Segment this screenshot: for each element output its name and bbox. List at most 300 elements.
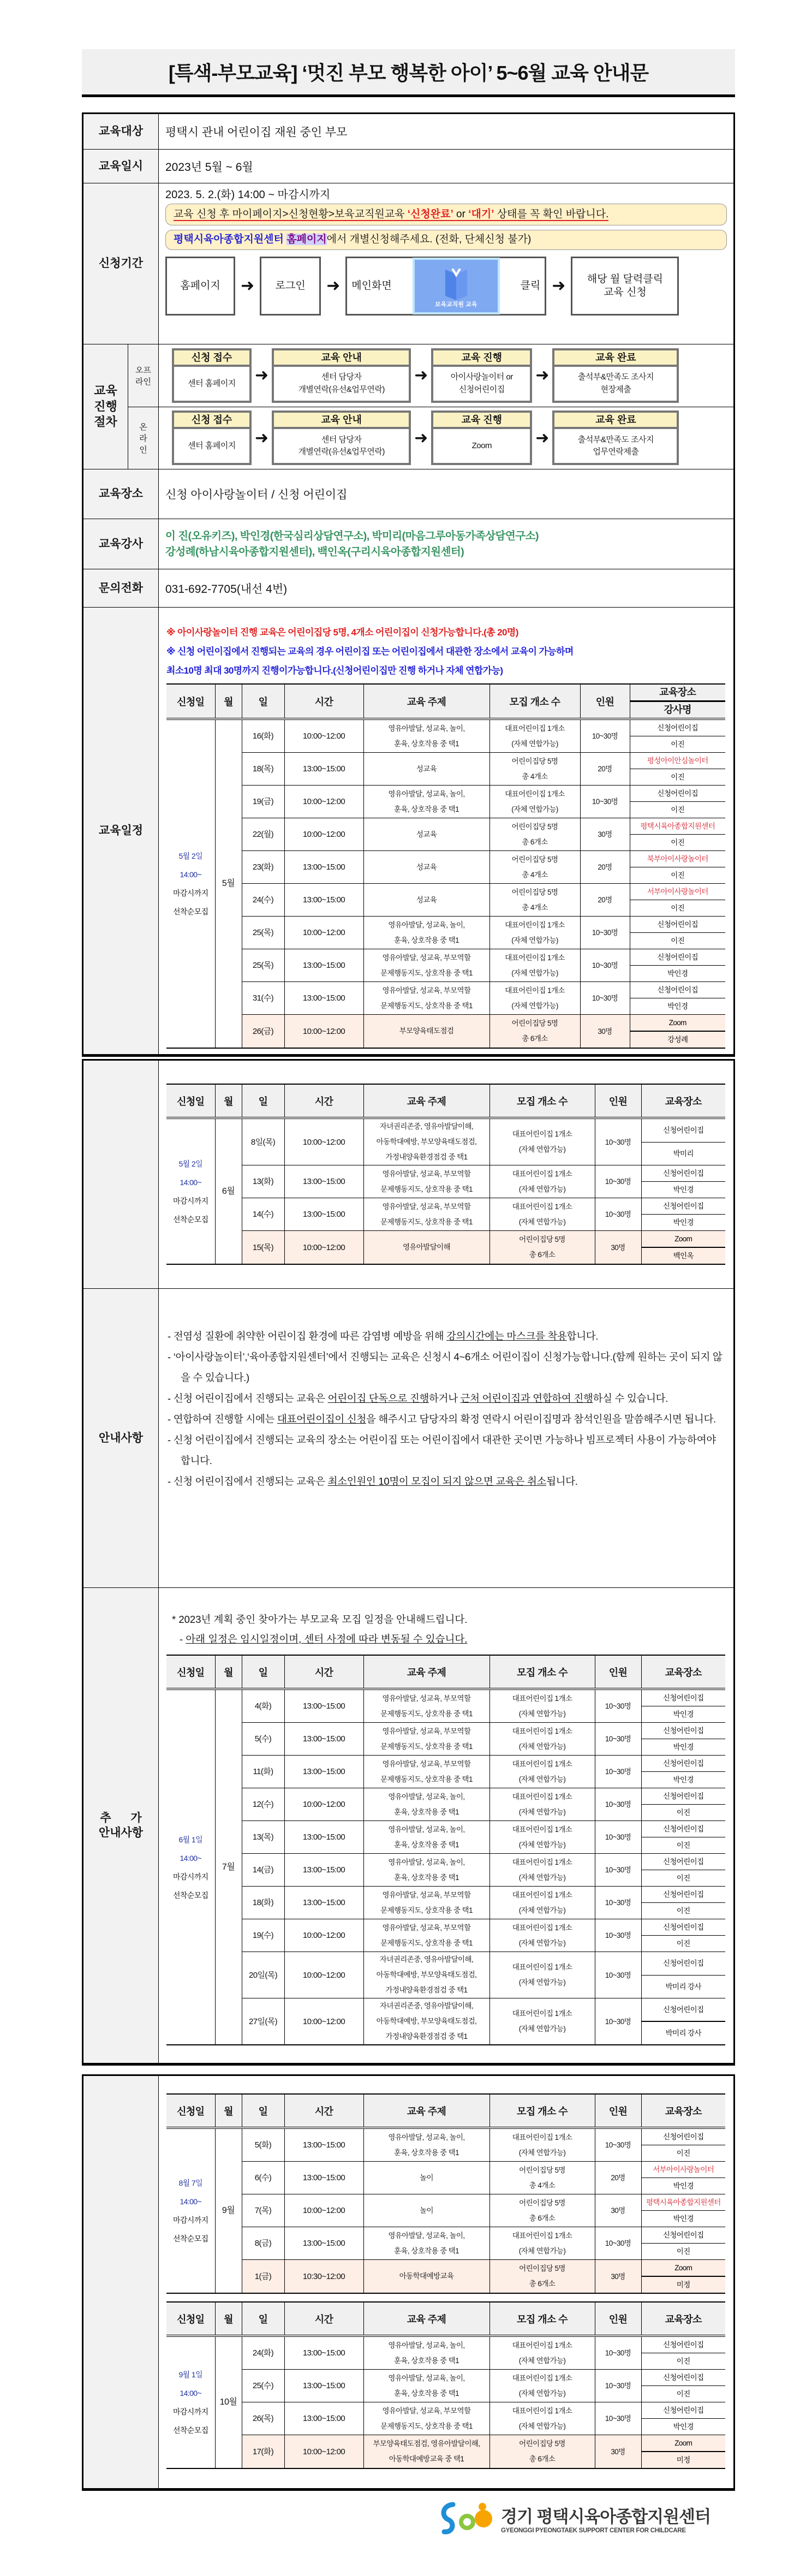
apply-date-line: 마감시까지 — [172, 889, 208, 897]
schedule-fall-row — [83, 2076, 733, 2488]
people-cell: 10~30명 — [595, 2402, 641, 2435]
recruit-line: 대표어린이집 1개소 — [512, 1792, 572, 1801]
process-step-line: 개별연락(유선&업무연락) — [298, 447, 385, 457]
recruit-line: 대표어린이집 1개소 — [512, 2373, 572, 2382]
additional-line1: * 2023년 계획 중인 찾아가는 부모교육 모집 일정을 안내해드립니다. — [172, 1614, 468, 1625]
time-cell: 10:00~12:00 — [284, 1118, 363, 1165]
phone-value: 031-692-7705(내선 4번) — [165, 582, 288, 596]
day-cell: 7(목) — [242, 2194, 284, 2227]
instructor-cell: 박인경 — [641, 2419, 725, 2435]
topic-line: 훈육, 상호작용 중 택1 — [393, 2148, 459, 2157]
day-cell: 18(목) — [242, 753, 284, 786]
topic-line: 문제행동지도, 상호작용 중 택1 — [380, 1742, 473, 1751]
recruit-cell — [489, 982, 580, 1015]
topic-line: 영유아발달, 성교육, 놀이, — [388, 724, 465, 733]
topic-line: 영유아발달, 성교육, 놀이, — [388, 1792, 465, 1801]
process-step-body — [433, 429, 530, 463]
online-label: 온라인 — [139, 422, 147, 455]
info-table — [82, 112, 735, 1057]
apply-date-line: 선착순모집 — [172, 1215, 208, 1224]
flow-step-main — [345, 257, 546, 316]
topic-cell — [363, 1756, 489, 1788]
recruit-line: (자체 연합가능) — [518, 2422, 566, 2430]
note-text: 에서 개별신청해주세요. (전화, 단체신청 불가) — [326, 234, 532, 246]
instructor-cell: 박인경 — [641, 2178, 725, 2194]
people-cell: 20명 — [580, 753, 630, 786]
day-cell: 23(화) — [242, 851, 284, 884]
notice-emphasis: 강의시간에는 마스크를 착용 — [446, 1330, 567, 1342]
table-row — [166, 719, 725, 736]
process-step-line: 출석부&만족도 조사지 — [577, 435, 654, 444]
table-row — [166, 2194, 725, 2211]
table-row — [166, 917, 725, 933]
people-cell: 10~30명 — [595, 1198, 641, 1231]
table-row — [166, 1198, 725, 1215]
notice-emphasis: 대표어린이집이 신청 — [277, 1413, 366, 1425]
day-cell: 12(수) — [242, 1788, 284, 1821]
target-label: 교육대상 — [83, 114, 159, 149]
time-cell: 13:00~15:00 — [284, 2402, 363, 2435]
header-topic: 교육 주제 — [363, 684, 489, 719]
day-cell: 20일(목) — [242, 1952, 284, 1998]
process-step-body — [554, 367, 677, 401]
table-row — [166, 1919, 725, 1936]
topic-cell — [363, 1198, 489, 1231]
arrow-right-icon: ➜ — [255, 366, 269, 385]
recruit-line: (자체 연합가능) — [518, 1807, 566, 1816]
topic-line: 영유아발달, 성교육, 부모역할 — [382, 2406, 471, 2415]
topic-line: 영유아발달, 성교육, 놀이, — [388, 2373, 465, 2382]
people-cell: 10~30명 — [580, 982, 630, 1015]
table-row — [166, 1952, 725, 1976]
schedule-box-3 — [82, 2074, 735, 2491]
recruit-line: 대표어린이집 1개소 — [512, 2406, 572, 2415]
people-cell: 10~30명 — [580, 917, 630, 949]
notice-item — [165, 1347, 729, 1388]
place-cell: 신청어린이집 — [641, 2336, 725, 2353]
apply-date-line: 14:00~ — [180, 1177, 202, 1187]
instructor-cell: 이진 — [641, 2353, 725, 2370]
process-step-line: 업무연락제출 — [593, 447, 639, 457]
recruit-cell — [489, 1165, 595, 1198]
recruit-line: 총 6개소 — [529, 2280, 556, 2288]
header-day: 일 — [242, 2302, 284, 2336]
recruit-line: 어린이집당 5명 — [511, 855, 558, 864]
schedule-table — [166, 1655, 725, 2045]
recruit-line: (자체 연합가능) — [511, 739, 558, 748]
schedule-table-september — [166, 2093, 733, 2294]
header-apply-date: 신청일 — [166, 1084, 215, 1118]
header-recruit: 모집 개소 수 — [489, 684, 580, 719]
topic-line: 영유아발달, 성교육, 부모역할 — [382, 1169, 471, 1178]
people-cell: 30명 — [595, 2260, 641, 2294]
topic-cell — [363, 2260, 489, 2294]
place-cell: 신청어린이집 — [630, 949, 725, 966]
topic-cell — [363, 1231, 489, 1265]
schedule-note-blue: 최소10명 최대 30명까지 진행이가능합니다.(신청어린이집만 진행 하거나 자체 연합가능) — [166, 665, 503, 676]
header-apply-date: 신청일 — [166, 1655, 215, 1689]
topic-cell — [363, 818, 489, 851]
recruit-line: 대표어린이집 1개소 — [512, 1963, 572, 1971]
process-step-line: 개별연락(유선&업무연락) — [298, 384, 385, 394]
people-cell: 20명 — [580, 884, 630, 917]
recruit-cell — [489, 1998, 595, 2045]
topic-line: 훈육, 상호작용 중 택1 — [393, 1873, 459, 1882]
label-blank — [83, 1061, 159, 1288]
place-label: 교육장소 — [83, 469, 159, 519]
recruit-line: 총 6개소 — [522, 1034, 548, 1043]
people-cell: 10~30명 — [595, 1919, 641, 1952]
day-cell: 15(목) — [242, 1231, 284, 1265]
schedule-label: 교육일정 — [83, 608, 159, 1054]
place-cell: 신청어린이집 — [641, 2370, 725, 2386]
time-cell: 13:00~15:00 — [284, 2162, 363, 2194]
topic-line: 훈육, 상호작용 중 택1 — [393, 1807, 459, 1816]
place-cell: 신청어린이집 — [641, 2227, 725, 2244]
instructor-cell: 백인옥 — [641, 1247, 725, 1264]
topic-cell — [363, 2128, 489, 2162]
notice-text: - 전염성 질환에 취약한 어린이집 환경에 따른 감염병 예방을 위해 — [168, 1330, 447, 1342]
additional-label-line1: 추 가 — [100, 1811, 142, 1824]
time-cell: 13:00~15:00 — [284, 2227, 363, 2260]
recruit-line: (자체 연합가능) — [518, 1775, 566, 1783]
topic-cell — [363, 949, 489, 982]
instructor-cell: 이진 — [641, 1805, 725, 1821]
instructor-cell: 이진 — [641, 1903, 725, 1919]
instructor-cell: 박인경 — [641, 1739, 725, 1756]
header-people: 인원 — [595, 1084, 641, 1118]
topic-line: 영유아발달, 성교육, 놀이, — [388, 920, 465, 929]
offline-steps — [159, 344, 733, 407]
apply-date-line: 5월 2일 — [178, 1159, 202, 1168]
topic-line: 훈육, 상호작용 중 택1 — [393, 936, 459, 944]
apply-note-homepage — [165, 230, 727, 249]
notice-item — [165, 1471, 729, 1492]
day-cell: 19(금) — [242, 786, 284, 818]
apply-date-line: 14:00~ — [180, 870, 202, 879]
recruit-line: 대표어린이집 1개소 — [512, 1727, 572, 1735]
flow-step-login: 로그인 — [260, 257, 321, 316]
topic-cell — [363, 1952, 489, 1998]
label-blank — [83, 2076, 159, 2488]
recruit-line: (자체 연합가능) — [511, 968, 558, 977]
notice-text: 하거나 — [429, 1393, 461, 1404]
day-cell: 25(목) — [242, 949, 284, 982]
recruit-line: 총 4개소 — [529, 2181, 556, 2190]
place-cell: 신청어린이집 — [641, 1998, 725, 2021]
table-row — [166, 1887, 725, 1903]
process-step-line: 신청어린이집 — [458, 384, 505, 394]
time-cell: 13:00~15:00 — [284, 2370, 363, 2402]
recruit-cell — [489, 1723, 595, 1756]
topic-line: 문제행동지도, 상호작용 중 택1 — [380, 1217, 473, 1226]
topic-line: 아동학대예방교육 중 택1 — [389, 2455, 464, 2463]
topic-cell — [363, 1919, 489, 1952]
process-step-title: 교육 진행 — [433, 350, 530, 367]
instructors-line2: 강성례(하남시육아종합지원센터), 백인옥(구리시육아종합지원센터) — [165, 545, 464, 558]
topic-cell — [363, 1723, 489, 1756]
schedule-note-blue: ※ 신청 어린이집에서 진행되는 교육의 경우 어린이집 또는 어린이집에서 대관한 장소에서 교육이 가능하며 — [166, 646, 574, 657]
table-row — [166, 2128, 725, 2145]
target-row — [83, 114, 733, 150]
time-cell: 13:00~15:00 — [284, 1821, 363, 1854]
instructor-cell: 이진 — [630, 933, 725, 949]
topic-line: 영유아발달, 성교육, 부모역할 — [382, 986, 471, 995]
table-row — [166, 1118, 725, 1142]
recruit-cell — [489, 818, 580, 851]
online-steps — [159, 407, 733, 469]
header-time: 시간 — [284, 684, 363, 719]
time-cell: 10:00~12:00 — [284, 786, 363, 818]
notice-text: 됩니다. — [546, 1476, 578, 1487]
apply-date-line: 9월 1일 — [178, 2370, 202, 2379]
notice-text: - 연합하여 진행할 시에는 — [168, 1413, 277, 1425]
header-day: 일 — [242, 684, 284, 719]
header-people: 인원 — [595, 1655, 641, 1689]
recruit-line: 대표어린이집 1개소 — [512, 2133, 572, 2141]
people-cell: 10~30명 — [580, 786, 630, 818]
note-text: 상태를 꼭 확인 바랍니다. — [494, 209, 609, 220]
recruit-cell — [489, 949, 580, 982]
topic-line: 성교육 — [416, 764, 437, 773]
topic-cell — [363, 851, 489, 884]
topic-line: 자녀권리존중, 영유아발달이해, — [379, 2002, 474, 2010]
topic-line: 아동학대예방, 부모양육태도점검, — [376, 1971, 477, 1979]
process-step-line: 센터 홈페이지 — [188, 441, 236, 450]
people-cell: 20명 — [595, 2162, 641, 2194]
recruit-cell — [489, 1015, 580, 1049]
header-place-label: 교육장소 — [630, 685, 726, 702]
topic-line: 영유아발달, 성교육, 부모역할 — [382, 1923, 471, 1932]
people-cell: 30명 — [595, 2435, 641, 2469]
place-cell: 신청어린이집 — [630, 917, 725, 933]
place-row — [83, 469, 733, 519]
process-step-body — [433, 367, 530, 401]
place-cell: 신청어린이집 — [641, 1887, 725, 1903]
time-cell: 13:00~15:00 — [284, 851, 363, 884]
apply-date-line: 14:00~ — [180, 1853, 202, 1863]
header-people: 인원 — [580, 684, 630, 719]
header-day: 일 — [242, 2094, 284, 2128]
people-cell: 10~30명 — [595, 1118, 641, 1165]
header-place — [630, 684, 725, 719]
note-text: 교육 신청 후 마이페이지>신청현황>보육교직원교육 — [174, 209, 408, 220]
topic-line: 문제행동지도, 상호작용 중 택1 — [380, 1185, 473, 1193]
process-step-line: 아이사랑놀이터 or — [450, 372, 513, 382]
day-cell: 14(금) — [242, 1854, 284, 1887]
apply-date-line: 마감시까지 — [172, 2216, 208, 2224]
instructor-cell: 박미리 강사 — [641, 1975, 725, 1998]
table-row — [166, 786, 725, 802]
table-row — [166, 884, 725, 900]
recruit-line: (자체 연합가능) — [518, 1217, 566, 1226]
recruit-line: 대표어린이집 1개소 — [505, 789, 565, 798]
topic-line: 영유아발달, 성교육, 부모역할 — [382, 1890, 471, 1899]
schedule-row — [83, 608, 733, 1054]
header-month: 월 — [215, 2302, 242, 2336]
instructor-cell: 미정 — [641, 2276, 725, 2293]
place-cell: Zoom — [641, 1231, 725, 1248]
table-row — [166, 1998, 725, 2021]
day-cell: 16(화) — [242, 719, 284, 753]
topic-line: 문제행동지도, 상호작용 중 택1 — [380, 1906, 473, 1914]
table-row — [166, 2402, 725, 2419]
place-cell: 평택시육아종합지원센터 — [630, 818, 725, 835]
instructor-cell: 박인경 — [641, 1706, 725, 1723]
time-cell: 13:00~15:00 — [284, 1854, 363, 1887]
place-cell: 서부아이사랑놀이터 — [630, 884, 725, 900]
time-cell: 13:00~15:00 — [284, 949, 363, 982]
offline-label: 오프라인 — [128, 344, 158, 407]
recruit-cell — [489, 2227, 595, 2260]
center-name: 평택시육아종합지원센터 — [174, 234, 287, 246]
topic-line: 영유아발달, 성교육, 놀이, — [388, 789, 465, 798]
topic-line: 영유아발달, 성교육, 놀이, — [388, 2341, 465, 2349]
recruit-line: (자체 연합가능) — [518, 1873, 566, 1882]
topic-cell — [363, 1788, 489, 1821]
month-cell: 7월 — [215, 1689, 242, 2045]
recruit-cell — [489, 884, 580, 917]
header-month: 월 — [215, 1655, 242, 1689]
topic-cell — [363, 753, 489, 786]
place-cell: 신청어린이집 — [641, 1821, 725, 1837]
process-step-title: 신청 접수 — [174, 350, 249, 367]
time-cell: 13:00~15:00 — [284, 1689, 363, 1723]
recruit-cell — [489, 1198, 595, 1231]
flow-click-text: 클릭 — [520, 279, 541, 291]
phone-label: 문의전화 — [83, 569, 159, 607]
recruit-line: (자체 연합가능) — [518, 1978, 566, 1986]
phone-row — [83, 569, 733, 608]
topic-line: 가정내양육환경점검 중 택1 — [385, 1153, 468, 1161]
topic-line: 영유아발달, 성교육, 부모역할 — [382, 1694, 471, 1703]
table-row — [166, 2336, 725, 2353]
topic-line: 문제행동지도, 상호작용 중 택1 — [380, 1938, 473, 1947]
book-icon — [413, 258, 500, 314]
process-step-title: 교육 안내 — [274, 350, 409, 367]
recruit-line: 대표어린이집 1개소 — [512, 1694, 572, 1703]
day-cell: 26(목) — [242, 2402, 284, 2435]
day-cell: 17(화) — [242, 2435, 284, 2469]
month-cell: 5월 — [215, 719, 242, 1048]
notice-item — [165, 1388, 729, 1409]
place-cell: 신청어린이집 — [641, 1756, 725, 1772]
time-cell: 13:00~15:00 — [284, 1756, 363, 1788]
recruit-line: 대표어린이집 1개소 — [512, 2231, 572, 2240]
homepage-link[interactable]: 홈페이지 — [286, 234, 327, 246]
apply-date-cell — [166, 2128, 215, 2293]
recruit-line: 총 6개소 — [529, 2214, 556, 2222]
recruit-line: (자체 연합가능) — [518, 1938, 566, 1947]
process-step — [272, 411, 411, 465]
place-cell: 신청어린이집 — [641, 1165, 725, 1182]
notice-label: 안내사항 — [83, 1289, 159, 1587]
recruit-line: (자체 연합가능) — [511, 1001, 558, 1010]
header-time: 시간 — [284, 2094, 363, 2128]
arrow-right-icon: ➜ — [241, 277, 255, 295]
place-cell: 신청어린이집 — [641, 2128, 725, 2145]
schedule-table-may — [166, 683, 733, 1049]
time-cell: 10:00~12:00 — [284, 1952, 363, 1998]
day-cell: 24(화) — [242, 2336, 284, 2370]
arrow-right-icon: ➜ — [414, 429, 428, 447]
open-book-icon — [443, 269, 470, 301]
recruit-cell — [489, 719, 580, 753]
icon-label: 보육교직원 교육 — [434, 301, 477, 308]
header-topic: 교육 주제 — [363, 1084, 489, 1118]
center-logo-icon — [437, 2500, 497, 2536]
recruit-cell — [489, 1919, 595, 1952]
day-cell: 25(수) — [242, 2370, 284, 2402]
process-step-body — [274, 367, 409, 401]
status-complete: ‘신청완료’ — [407, 209, 453, 220]
place-cell: 신청어린이집 — [641, 1723, 725, 1739]
target-value: 평택시 관내 어린이집 재원 중인 부모 — [165, 126, 348, 139]
recruit-line: (자체 연합가능) — [518, 1145, 566, 1153]
topic-line: 영유아발달, 성교육, 부모역할 — [382, 1202, 471, 1211]
people-cell: 30명 — [580, 818, 630, 851]
instructor-cell: 박인경 — [641, 1215, 725, 1231]
time-cell: 10:00~12:00 — [284, 2194, 363, 2227]
recruit-line: 어린이집당 5명 — [519, 2264, 565, 2272]
apply-date-line: 마감시까지 — [172, 2407, 208, 2416]
notice-text: - 신청 어린이집에서 진행되는 교육의 장소는 어린이집 또는 어린이집에서 대관한 곳이면 가능하나 빔프로젝터 사용이 가능하여야 합니다. — [168, 1434, 716, 1466]
apply-date-line: 6월 1일 — [178, 1835, 202, 1844]
topic-line: 훈육, 상호작용 중 택1 — [393, 1840, 459, 1849]
apply-date-line: 14:00~ — [180, 2197, 202, 2206]
recruit-line: 대표어린이집 1개소 — [512, 1858, 572, 1866]
topic-line: 영유아발달, 성교육, 부모역할 — [382, 1759, 471, 1768]
apply-date-cell — [166, 2336, 215, 2468]
instructor-cell: 이진 — [641, 1870, 725, 1887]
instructor-cell: 이진 — [630, 835, 725, 851]
note-text: or — [453, 209, 469, 220]
instructor-label: 교육강사 — [83, 519, 159, 569]
topic-cell — [363, 1689, 489, 1723]
recruit-cell — [489, 1118, 595, 1165]
topic-line: 성교육 — [416, 895, 437, 904]
header-recruit: 모집 개소 수 — [489, 1655, 595, 1689]
time-cell: 13:00~15:00 — [284, 2336, 363, 2370]
instructor-cell: 미정 — [641, 2452, 725, 2468]
process-steps — [159, 344, 733, 469]
process-step-line: 센터 담당자 — [321, 435, 362, 444]
topic-line: 영유아발달이해 — [402, 1243, 451, 1251]
instructor-cell: 이진 — [630, 900, 725, 917]
notice-text: 합니다. — [566, 1330, 599, 1342]
instructor-cell: 강성례 — [630, 1031, 725, 1048]
day-cell: 4(화) — [242, 1689, 284, 1723]
header-apply-date: 신청일 — [166, 684, 215, 719]
topic-cell — [363, 2402, 489, 2435]
flow-main-text: 메인화면 — [351, 279, 392, 291]
flow-step-apply — [571, 257, 679, 316]
recruit-cell — [489, 851, 580, 884]
place-cell: 신청어린이집 — [641, 1952, 725, 1976]
day-cell: 26(금) — [242, 1015, 284, 1049]
apply-date-line: 선착순모집 — [172, 2234, 208, 2243]
status-waiting: ‘대기’ — [468, 209, 494, 220]
day-cell: 8(금) — [242, 2227, 284, 2260]
place-cell: 신청어린이집 — [630, 786, 725, 802]
instructor-cell: 박인경 — [630, 998, 725, 1015]
table-row — [166, 2260, 725, 2277]
time-cell: 10:00~12:00 — [284, 1015, 363, 1049]
recruit-line: 어린이집당 5명 — [511, 1019, 558, 1027]
time-cell: 10:00~12:00 — [284, 1231, 363, 1265]
recruit-line: 대표어린이집 1개소 — [512, 1130, 572, 1138]
recruit-cell — [489, 1756, 595, 1788]
